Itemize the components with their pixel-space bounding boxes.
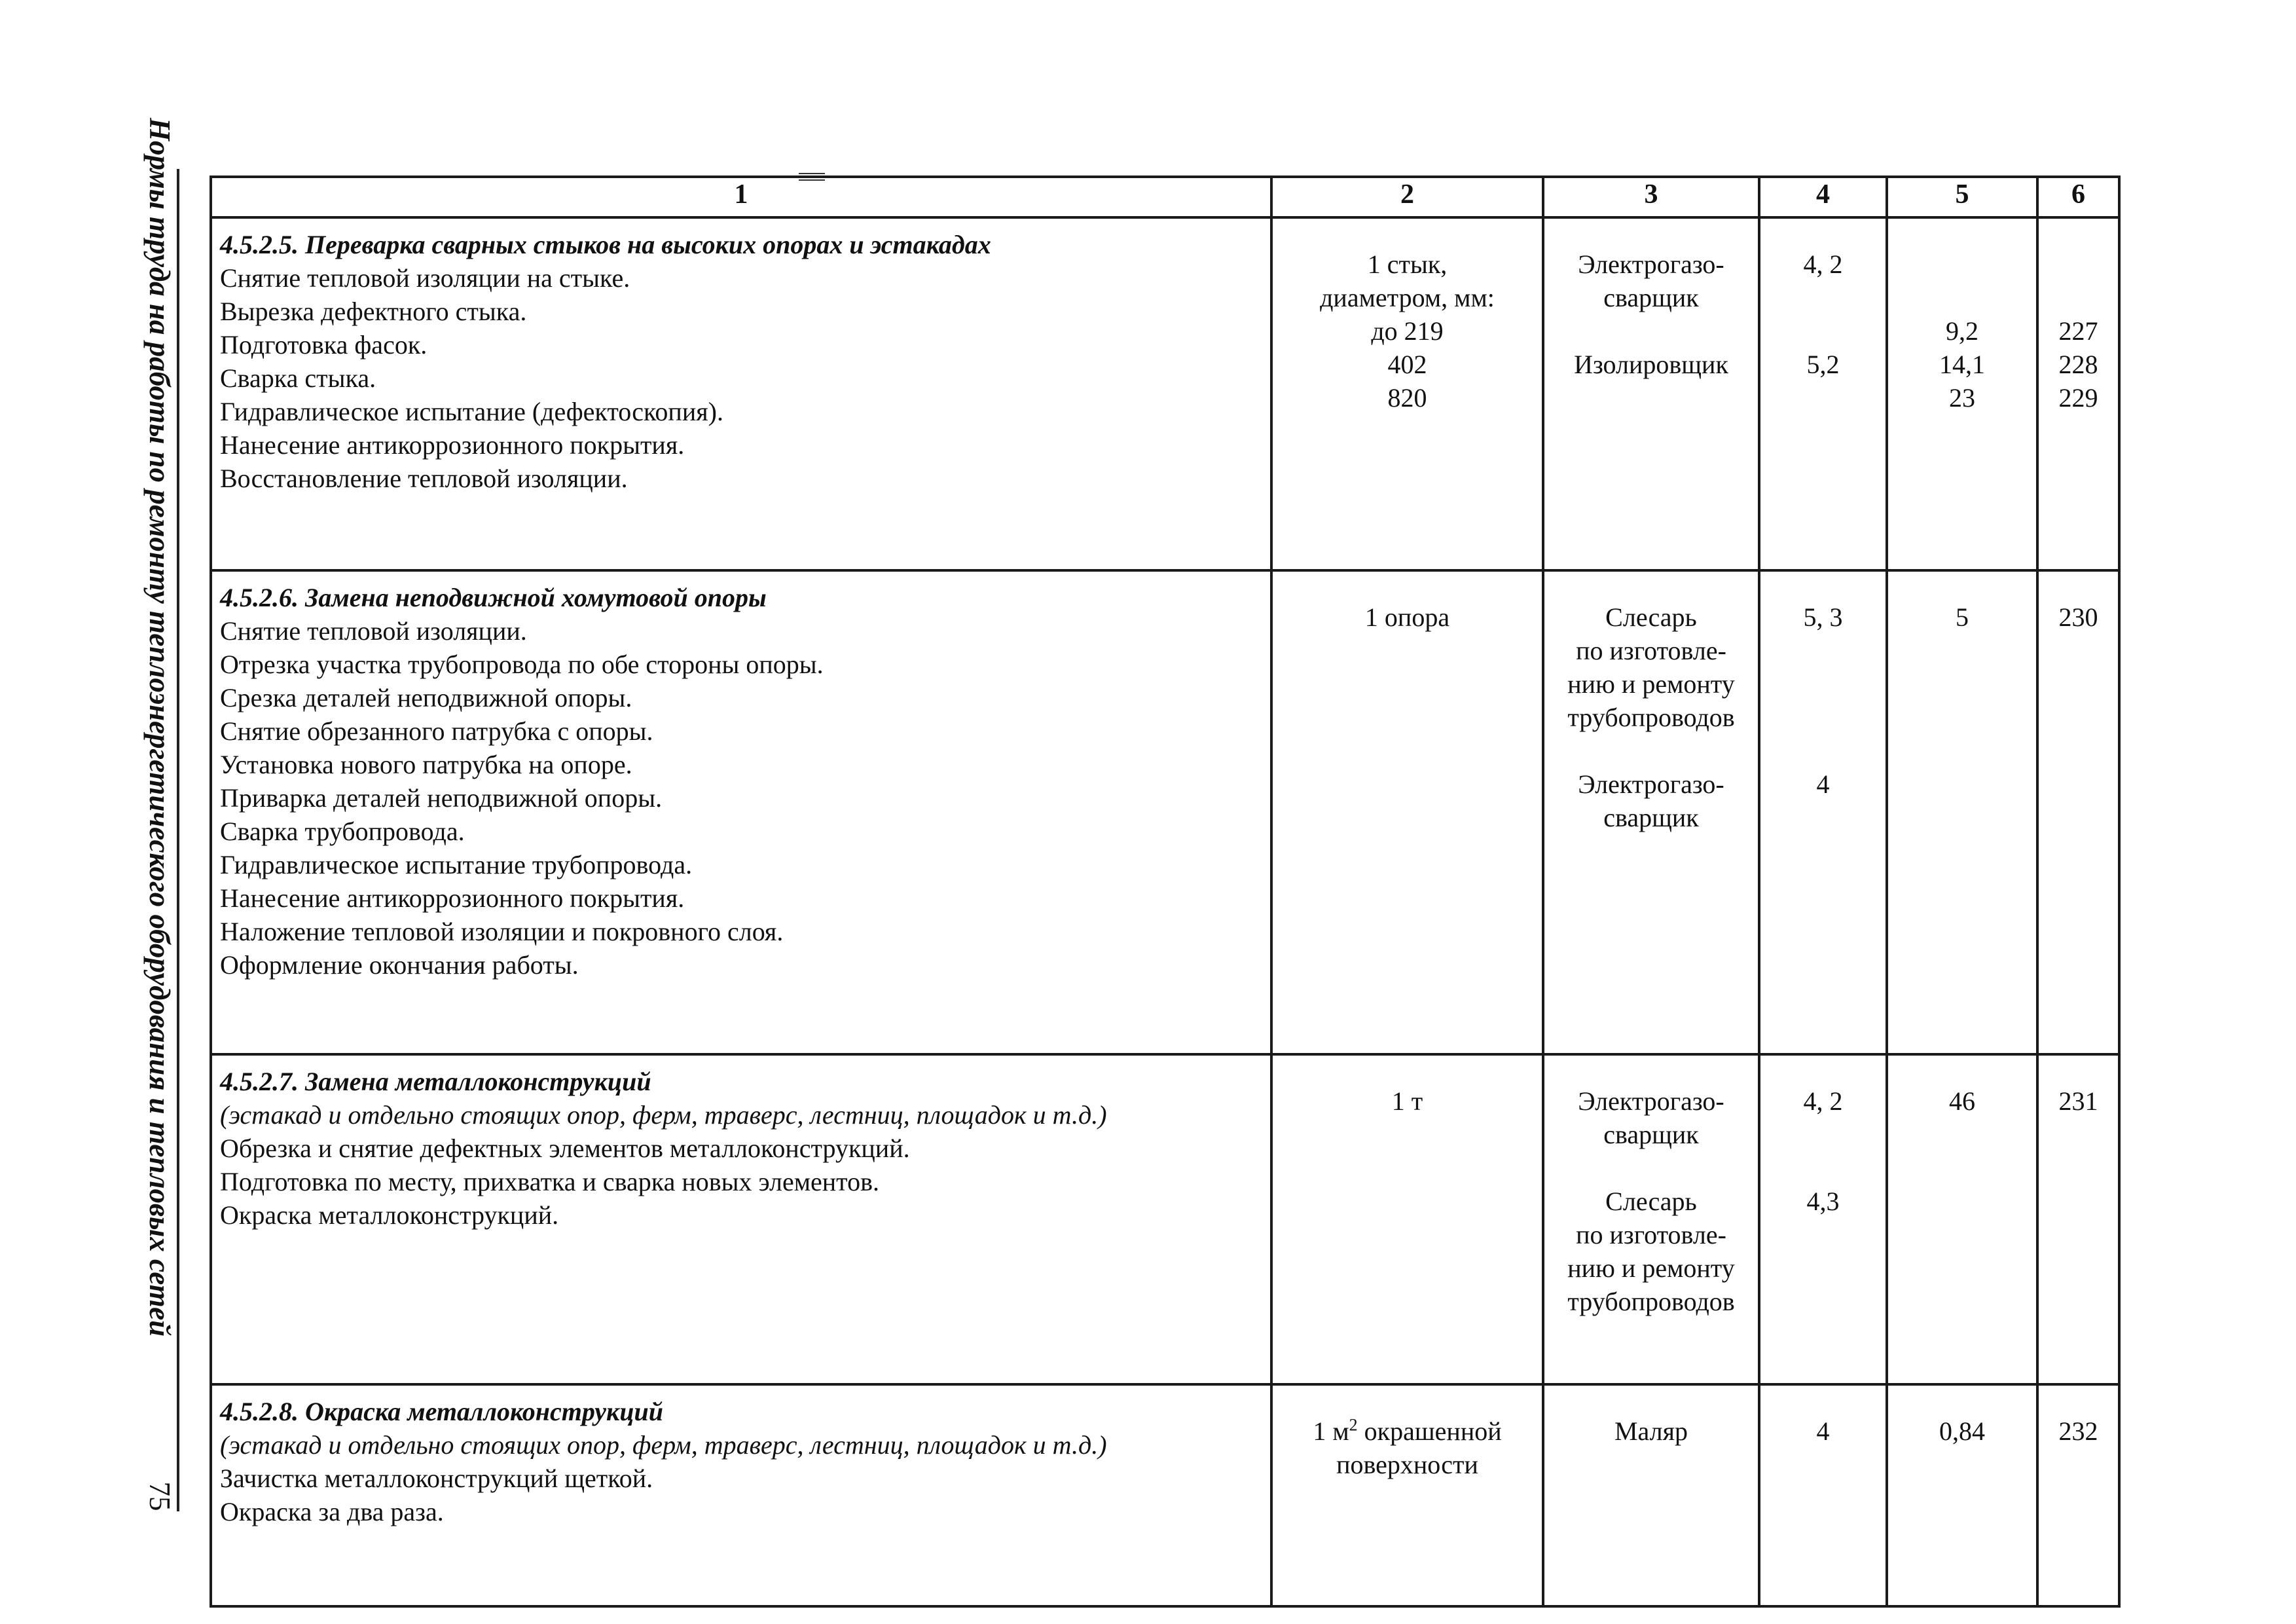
unit-suffix: окрашенной [1357, 1416, 1502, 1446]
unit-cell [1271, 570, 1543, 1054]
norm-cell [1887, 217, 2037, 570]
norm-cell [1887, 1384, 2037, 1606]
running-header: Нормы труда на работы по ремонту теплоэнергетического оборудования и тепловых сетей [143, 118, 176, 1337]
unit-line: 820 [1387, 383, 1427, 413]
step-item: Восстановление тепловой изоляции. [220, 464, 628, 493]
step-item: Гидравлическое испытание трубопровода. [220, 850, 693, 879]
norm-value: 23 [1949, 383, 1975, 413]
section-title: 4.5.2.7. Замена металлоконструкций [220, 1067, 651, 1096]
worker-line: Слесарь [1605, 602, 1697, 632]
grade-cell [1759, 570, 1887, 1054]
section-title: 4.5.2.5. Переварка сварных стыков на высоких опорах и эстакадах [220, 230, 991, 259]
work-description [211, 570, 1271, 1054]
work-description [211, 1384, 1271, 1606]
worker-line: Электрогазо- [1578, 1086, 1724, 1116]
unit-line: 402 [1387, 350, 1427, 379]
worker-line: нию и ремонту [1567, 1253, 1735, 1283]
norm-value: 14,1 [1939, 350, 1985, 379]
col-header-5: 5 [1887, 177, 2037, 217]
step-item: Сварка трубопровода. [220, 817, 465, 846]
unit-cell [1271, 217, 1543, 570]
step-item: Сварка стыка. [220, 363, 376, 393]
page-number: 75 [143, 1481, 176, 1511]
step-item: Окраска металлоконструкций. [220, 1200, 559, 1230]
step-item: Зачистка металлоконструкций щеткой. [220, 1464, 653, 1493]
table-row [211, 217, 2119, 570]
norms-table [210, 175, 2121, 1608]
side-rule [177, 169, 179, 1511]
norm-number: 228 [2058, 350, 2098, 379]
worker-line: по изготовле- [1576, 636, 1726, 665]
unit-line: диаметром, мм: [1320, 283, 1495, 312]
grade-value: 4, 2 [1803, 1086, 1843, 1116]
step-item: Приварка деталей неподвижной опоры. [220, 783, 663, 813]
unit-cell [1271, 1384, 1543, 1606]
worker-line: Электрогазо- [1578, 249, 1724, 279]
step-item: Подготовка фасок. [220, 330, 428, 360]
grade-cell [1759, 217, 1887, 570]
step-item: Оформление окончания работы. [220, 950, 579, 980]
table-row [211, 570, 2119, 1054]
norm-cell [1887, 570, 2037, 1054]
worker-line: трубопроводов [1567, 1287, 1735, 1316]
col-header-4: 4 [1759, 177, 1887, 217]
worker-line: Маляр [1614, 1416, 1688, 1446]
norm-value: 9,2 [1946, 316, 1978, 346]
norm-value: 0,84 [1939, 1416, 1985, 1446]
col-header-1: 1 [211, 177, 1271, 217]
norm-value: 46 [1949, 1086, 1975, 1116]
grade-cell [1759, 1054, 1887, 1384]
step-item: Снятие тепловой изоляции. [220, 616, 527, 646]
step-item: Обрезка и снятие дефектных элементов металлоконструкций. [220, 1134, 910, 1163]
step-item: Отрезка участка трубопровода по обе стороны опоры. [220, 650, 824, 679]
grade-value: 5,2 [1806, 350, 1840, 379]
step-item: Снятие обрезанного патрубка с опоры. [220, 716, 653, 746]
number-cell [2037, 1054, 2119, 1384]
worker-line: нию и ремонту [1567, 669, 1735, 699]
grade-value: 4,3 [1806, 1187, 1840, 1216]
worker-line: сварщик [1603, 1120, 1699, 1149]
worker-line: сварщик [1603, 803, 1699, 832]
step-item: Подготовка по месту, прихватка и сварка новых элементов. [220, 1167, 880, 1196]
norm-number: 230 [2058, 602, 2098, 632]
norm-cell [1887, 1054, 2037, 1384]
col-header-6: 6 [2037, 177, 2119, 217]
grade-value: 4 [1816, 1416, 1830, 1446]
section-title: 4.5.2.8. Окраска металлоконструкций [220, 1397, 664, 1426]
unit-cell [1271, 1054, 1543, 1384]
norm-number: 227 [2058, 316, 2098, 346]
unit-line: 1 т [1391, 1086, 1423, 1116]
worker-line: по изготовле- [1576, 1220, 1726, 1249]
unit-line: 1 опора [1364, 602, 1450, 632]
unit-line: до 219 [1371, 316, 1444, 346]
worker-line: сварщик [1603, 283, 1699, 312]
step-item: Наложение тепловой изоляции и покровного слоя. [220, 917, 784, 946]
step-item: Нанесение антикоррозионного покрытия. [220, 883, 685, 913]
step-item: Вырезка дефектного стыка. [220, 297, 527, 326]
worker-cell [1543, 1384, 1759, 1606]
step-item: Установка нового патрубка на опоре. [220, 750, 632, 779]
work-description [211, 217, 1271, 570]
step-item: Срезка деталей неподвижной опоры. [220, 683, 632, 712]
step-item: Снятие тепловой изоляции на стыке. [220, 263, 630, 293]
worker-cell [1543, 1054, 1759, 1384]
worker-line: Слесарь [1605, 1187, 1697, 1216]
norm-number: 229 [2058, 383, 2098, 413]
norm-number: 232 [2058, 1416, 2098, 1446]
number-cell [2037, 570, 2119, 1054]
number-cell [2037, 1384, 2119, 1606]
step-item: Гидравлическое испытание (дефектоскопия). [220, 397, 723, 426]
section-subtitle: (эстакад и отдельно стоящих опор, ферм, траверс, лестниц, площадок и т.д.) [220, 1430, 1107, 1460]
worker-line: Изолировщик [1574, 350, 1728, 379]
grade-value: 4, 2 [1803, 249, 1843, 279]
number-cell [2037, 217, 2119, 570]
unit-line: поверхности [1336, 1450, 1478, 1479]
table-row [211, 1054, 2119, 1384]
grade-value: 5, 3 [1803, 602, 1843, 632]
unit-line: 1 стык, [1367, 249, 1448, 279]
worker-line: трубопроводов [1567, 703, 1735, 732]
step-item: Нанесение антикоррозионного покрытия. [220, 430, 685, 460]
work-description [211, 1054, 1271, 1384]
grade-value: 4 [1816, 769, 1830, 799]
section-subtitle: (эстакад и отдельно стоящих опор, ферм, траверс, лестниц, площадок и т.д.) [220, 1100, 1107, 1130]
unit-line [1273, 1414, 1541, 1448]
step-item: Окраска за два раза. [220, 1497, 444, 1526]
worker-cell [1543, 217, 1759, 570]
col-header-2: 2 [1271, 177, 1543, 217]
grade-cell [1759, 1384, 1887, 1606]
worker-cell [1543, 570, 1759, 1054]
norm-number: 231 [2058, 1086, 2098, 1116]
unit-superscript: 2 [1349, 1415, 1358, 1435]
section-title: 4.5.2.6. Замена неподвижной хомутовой опоры [220, 583, 767, 612]
worker-line: Электрогазо- [1578, 769, 1724, 799]
norm-value: 5 [1956, 602, 1969, 632]
unit-prefix: 1 м [1313, 1416, 1349, 1446]
table-row [211, 1384, 2119, 1606]
header-row [211, 177, 2119, 217]
col-header-3: 3 [1543, 177, 1759, 217]
